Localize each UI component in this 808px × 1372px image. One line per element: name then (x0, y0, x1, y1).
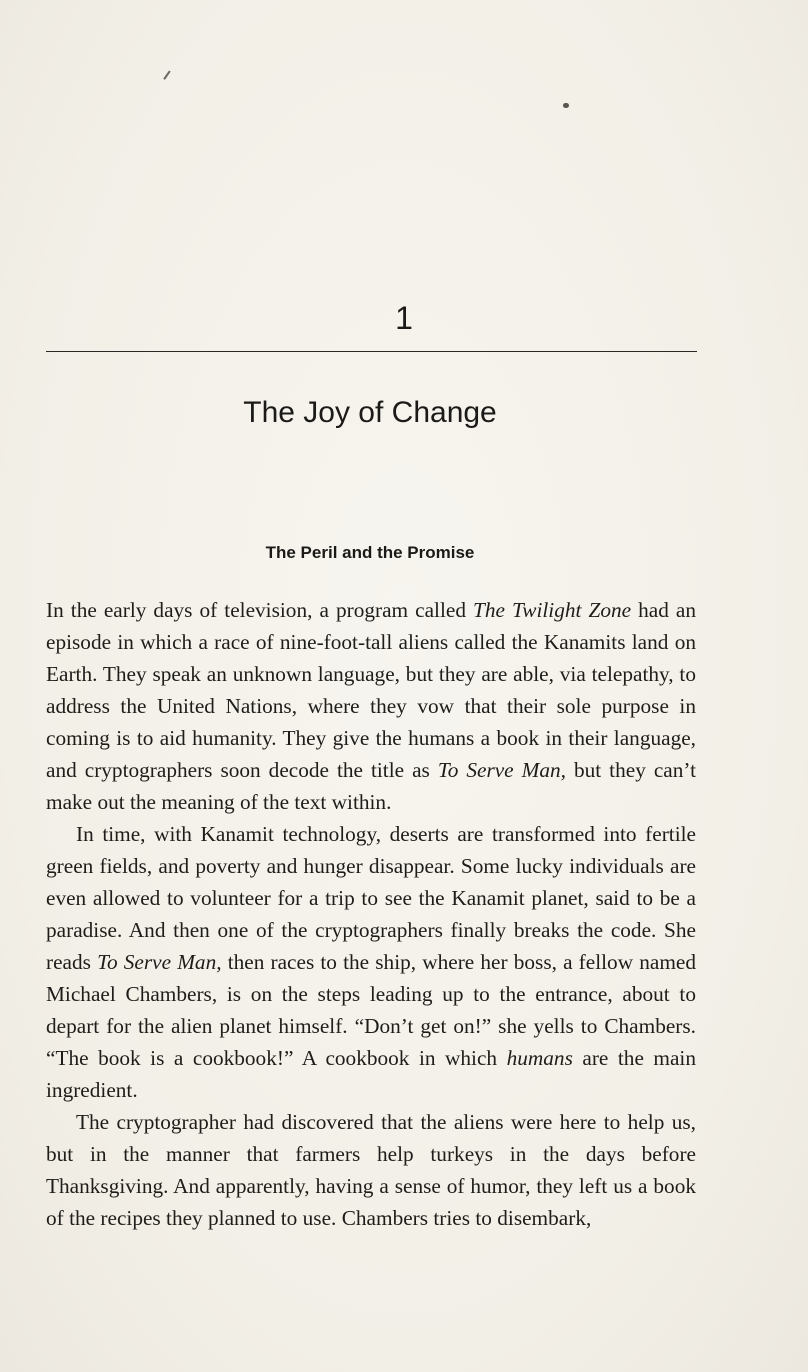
text-segment: but they can’t make out the meaning of the text within. (46, 758, 697, 814)
chapter-divider-rule (46, 351, 697, 352)
section-heading: The Peril and the Promise (265, 543, 475, 562)
body-text (46, 594, 696, 1234)
text-segment: In time, with Kanamit technology, deserts are transformed into fertile green fields, and poverty and hunger disappear. Some lucky individuals are even allowed to volunteer for a trip to see the Kanamit planet, said to be a paradise. And then one of the cryptographers finally breaks the code. She reads (46, 822, 696, 974)
book-title-italic: The Twilight Zone (473, 598, 632, 622)
book-title-italic: To Serve Man, (437, 758, 566, 782)
book-title-italic: To Serve Man, (97, 950, 222, 974)
chapter-number: 1 (395, 300, 413, 336)
emphasis-italic: humans (506, 1046, 573, 1070)
text-segment: In the early days of television, a program called (46, 598, 474, 622)
text-segment: The cryptographer had discovered that the aliens were here to help us, but in the manner that farmers help turkeys in the days before Thanksgiving. And apparently, having a sense of humor, they left us a book of the recipes they planned to use. Chambers tries to disembark, (46, 1110, 696, 1230)
ink-speck (563, 103, 569, 108)
paragraph (46, 594, 696, 818)
text-segment: are the main ingredient. (46, 1046, 696, 1102)
paragraph (46, 818, 696, 1106)
chapter-title: The Joy of Change (243, 396, 497, 429)
pencil-mark (163, 70, 170, 79)
text-segment: had an episode in which a race of nine-foot-tall aliens called the Kanamits land on Earth. They speak an unknown language, but they are able, via telepathy, to address the United Nations, where they vow that their sole purpose in coming is to aid humanity. They give the humans a book in their language, and cryptographers soon decode the title as (46, 598, 697, 782)
text-segment: then races to the ship, where her boss, a fellow named Michael Chambers, is on the steps leading up to the entrance, about to depart for the alien planet himself. “Don’t get on!” she yells to Chambers. “The book is a cookbook!” A cookbook in which (46, 950, 696, 1070)
paragraph (46, 1106, 696, 1234)
